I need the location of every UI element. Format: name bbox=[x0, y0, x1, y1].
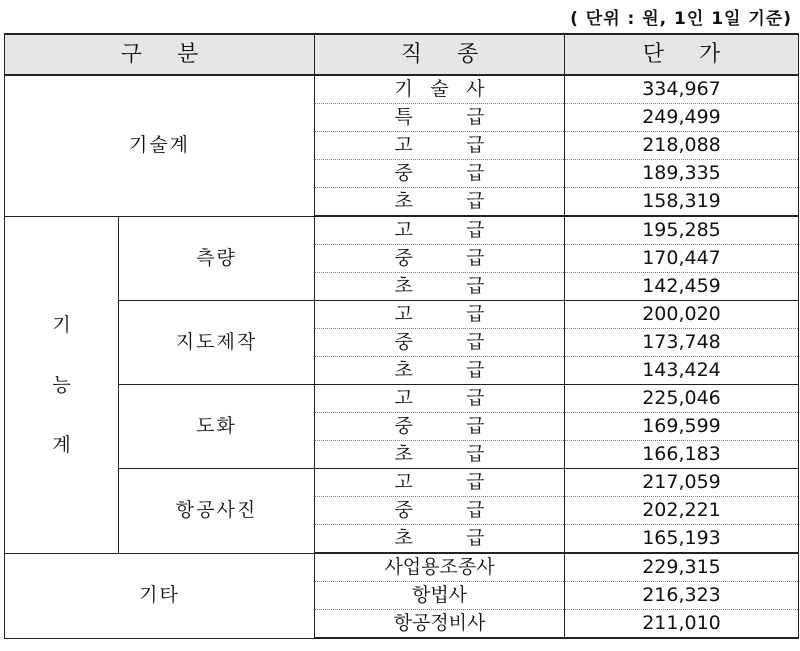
job-cell: 고 급 bbox=[315, 216, 565, 245]
category-skill-label: 기 능 계 bbox=[52, 313, 71, 456]
subcategory-plotting: 도화 bbox=[119, 385, 315, 469]
price-cell: 158,319 bbox=[565, 188, 799, 217]
price-cell: 189,335 bbox=[565, 160, 799, 188]
price-cell: 173,748 bbox=[565, 329, 799, 357]
price-cell: 142,459 bbox=[565, 273, 799, 301]
price-cell: 169,599 bbox=[565, 413, 799, 441]
subcategory-mapping: 지도제작 bbox=[119, 301, 315, 385]
job-cell: 고 급 bbox=[315, 301, 565, 329]
price-cell: 166,183 bbox=[565, 441, 799, 469]
table-row bbox=[5, 553, 799, 582]
header-category: 구 분 bbox=[5, 34, 315, 75]
job-cell: 초 급 bbox=[315, 441, 565, 469]
price-cell: 225,046 bbox=[565, 385, 799, 413]
category-skill bbox=[5, 216, 119, 553]
job-cell: 사업용조종사 bbox=[315, 553, 565, 582]
table-row bbox=[5, 469, 799, 497]
price-cell: 216,323 bbox=[565, 582, 799, 610]
price-cell: 143,424 bbox=[565, 357, 799, 385]
price-cell: 202,221 bbox=[565, 497, 799, 525]
table-row bbox=[5, 216, 799, 245]
job-cell: 중 급 bbox=[315, 245, 565, 273]
job-cell: 초 급 bbox=[315, 273, 565, 301]
unit-note: ( 단위 : 원, 1인 1일 기준) bbox=[570, 9, 792, 29]
job-cell: 기 술 사 bbox=[315, 75, 565, 104]
category-other: 기타 bbox=[5, 553, 315, 638]
subcategory-aerial-photo: 항공사진 bbox=[119, 469, 315, 554]
job-cell: 중 급 bbox=[315, 329, 565, 357]
subcategory-survey: 측량 bbox=[119, 216, 315, 301]
table-row bbox=[5, 75, 799, 104]
price-cell: 229,315 bbox=[565, 553, 799, 582]
job-cell: 초 급 bbox=[315, 188, 565, 217]
table-row bbox=[5, 301, 799, 329]
job-cell: 중 급 bbox=[315, 497, 565, 525]
price-cell: 200,020 bbox=[565, 301, 799, 329]
price-cell: 217,059 bbox=[565, 469, 799, 497]
header-job: 직 종 bbox=[315, 34, 565, 75]
header-row bbox=[5, 34, 799, 75]
wage-table bbox=[4, 33, 799, 639]
job-cell: 항법사 bbox=[315, 582, 565, 610]
job-cell: 초 급 bbox=[315, 525, 565, 554]
job-cell: 중 급 bbox=[315, 413, 565, 441]
table-row bbox=[5, 385, 799, 413]
header-price: 단 가 bbox=[565, 34, 799, 75]
job-cell: 초 급 bbox=[315, 357, 565, 385]
job-cell: 고 급 bbox=[315, 469, 565, 497]
job-cell: 특 급 bbox=[315, 104, 565, 132]
job-cell: 항공정비사 bbox=[315, 610, 565, 639]
price-cell: 218,088 bbox=[565, 132, 799, 160]
price-cell: 195,285 bbox=[565, 216, 799, 245]
price-cell: 170,447 bbox=[565, 245, 799, 273]
price-cell: 211,010 bbox=[565, 610, 799, 639]
price-cell: 165,193 bbox=[565, 525, 799, 554]
price-cell: 334,967 bbox=[565, 75, 799, 104]
job-cell: 고 급 bbox=[315, 132, 565, 160]
price-cell: 249,499 bbox=[565, 104, 799, 132]
job-cell: 고 급 bbox=[315, 385, 565, 413]
category-tech: 기술계 bbox=[5, 75, 315, 216]
job-cell: 중 급 bbox=[315, 160, 565, 188]
